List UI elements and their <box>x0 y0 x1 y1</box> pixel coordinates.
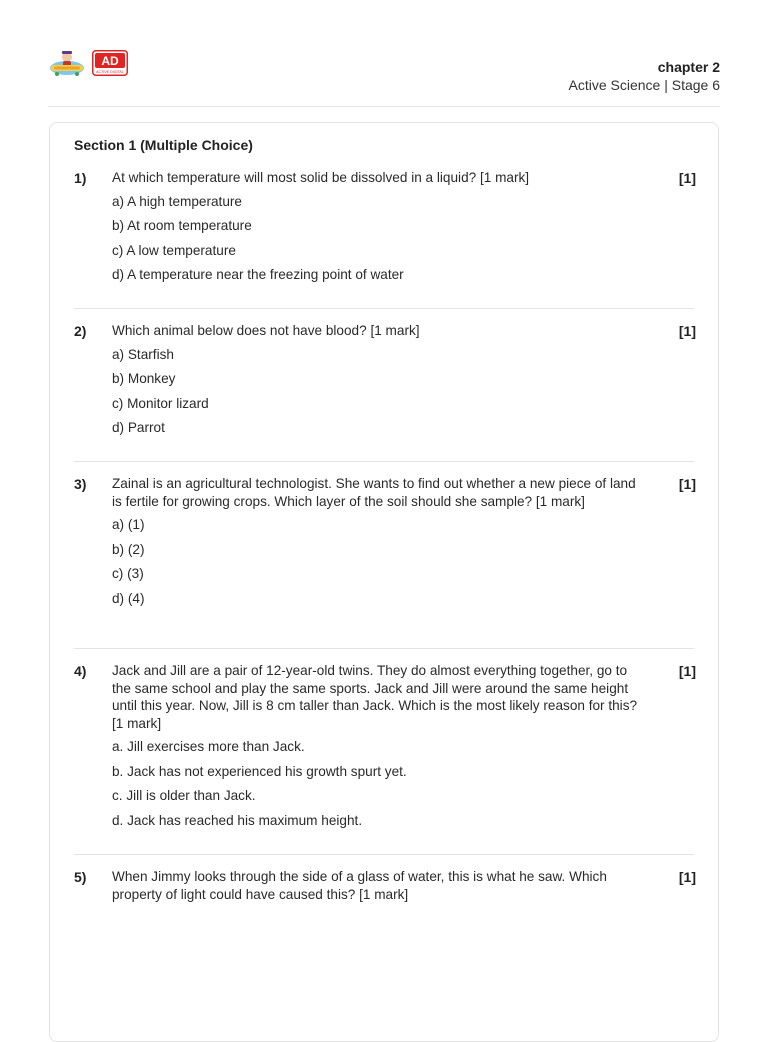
page-header <box>0 0 768 108</box>
option[interactable]: c) A low temperature <box>112 242 236 258</box>
question-marks: [1] <box>678 476 696 492</box>
question-4 <box>74 662 696 836</box>
logo-group <box>48 48 128 78</box>
option[interactable]: a) (1) <box>112 517 145 532</box>
svg-text:ACTIVE DIGITAL: ACTIVE DIGITAL <box>96 70 124 74</box>
option[interactable]: b. Jack has not experienced his growth spurt yet. <box>112 763 407 779</box>
question-1 <box>74 169 696 291</box>
question-number: 5) <box>74 869 87 885</box>
section-title: Section 1 (Multiple Choice) <box>74 137 253 153</box>
option[interactable]: c) (3) <box>112 566 144 581</box>
svg-text:AD: AD <box>101 54 119 68</box>
question-text: Which animal below does not have blood? [1 mark] <box>112 323 420 338</box>
question-5 <box>74 868 696 903</box>
option[interactable]: b) At room temperature <box>112 218 252 233</box>
option[interactable]: a. Jill exercises more than Jack. <box>112 739 305 754</box>
header-divider <box>48 106 720 107</box>
mascot-logo-icon <box>48 48 86 78</box>
question-divider <box>74 854 694 855</box>
question-marks: [1] <box>678 170 696 186</box>
option[interactable]: d) Parrot <box>112 420 165 435</box>
question-divider <box>74 308 694 309</box>
option[interactable]: d. Jack has reached his maximum height. <box>112 812 363 828</box>
question-number: 4) <box>74 663 87 679</box>
options-list <box>112 738 696 836</box>
question-marks: [1] <box>678 663 696 679</box>
question-2 <box>74 322 696 444</box>
option[interactable]: d) A temperature near the freezing point of water <box>112 267 404 282</box>
option[interactable]: c. Jill is older than Jack. <box>112 788 256 803</box>
header-info <box>569 58 721 94</box>
option[interactable]: b) (2) <box>112 541 145 557</box>
question-text: At which temperature will most solid be dissolved in a liquid? [1 mark] <box>112 170 530 185</box>
question-text: Jack and Jill are a pair of 12-year-old twins. They do almost everything together, go to the same school and play the same sports. Jack and Jill were around the same height until this year. Now, Jill is 8 cm taller than Jack. Which is the most likely reason for this? [1 mark] <box>112 663 638 731</box>
option[interactable]: a) A high temperature <box>112 193 242 209</box>
question-text: When Jimmy looks through the side of a glass of water, this is what he saw. Which property of light could have caused this? [1 mark] <box>112 869 607 902</box>
chapter-label: chapter 2 <box>657 59 720 75</box>
options-list <box>112 516 696 614</box>
question-divider <box>74 648 694 649</box>
options-list <box>112 346 696 444</box>
question-number: 2) <box>74 323 87 339</box>
question-3 <box>74 475 696 614</box>
question-marks: [1] <box>678 869 696 885</box>
option[interactable]: b) Monkey <box>112 371 176 386</box>
option[interactable]: d) (4) <box>112 590 145 606</box>
course-label: Active Science | Stage 6 <box>568 77 720 93</box>
question-divider <box>74 461 694 462</box>
question-number: 3) <box>74 476 87 492</box>
question-card <box>49 122 719 1042</box>
option[interactable]: a) Starfish <box>112 346 174 362</box>
options-list <box>112 193 696 291</box>
question-number: 1) <box>74 170 87 186</box>
ad-logo-icon <box>92 50 128 76</box>
question-marks: [1] <box>678 323 696 339</box>
question-text: Zainal is an agricultural technologist. She wants to find out whether a new piece of land is fertile for growing crops. Which layer of the soil should she sample? [1 mark] <box>112 476 636 509</box>
option[interactable]: c) Monitor lizard <box>112 395 209 411</box>
